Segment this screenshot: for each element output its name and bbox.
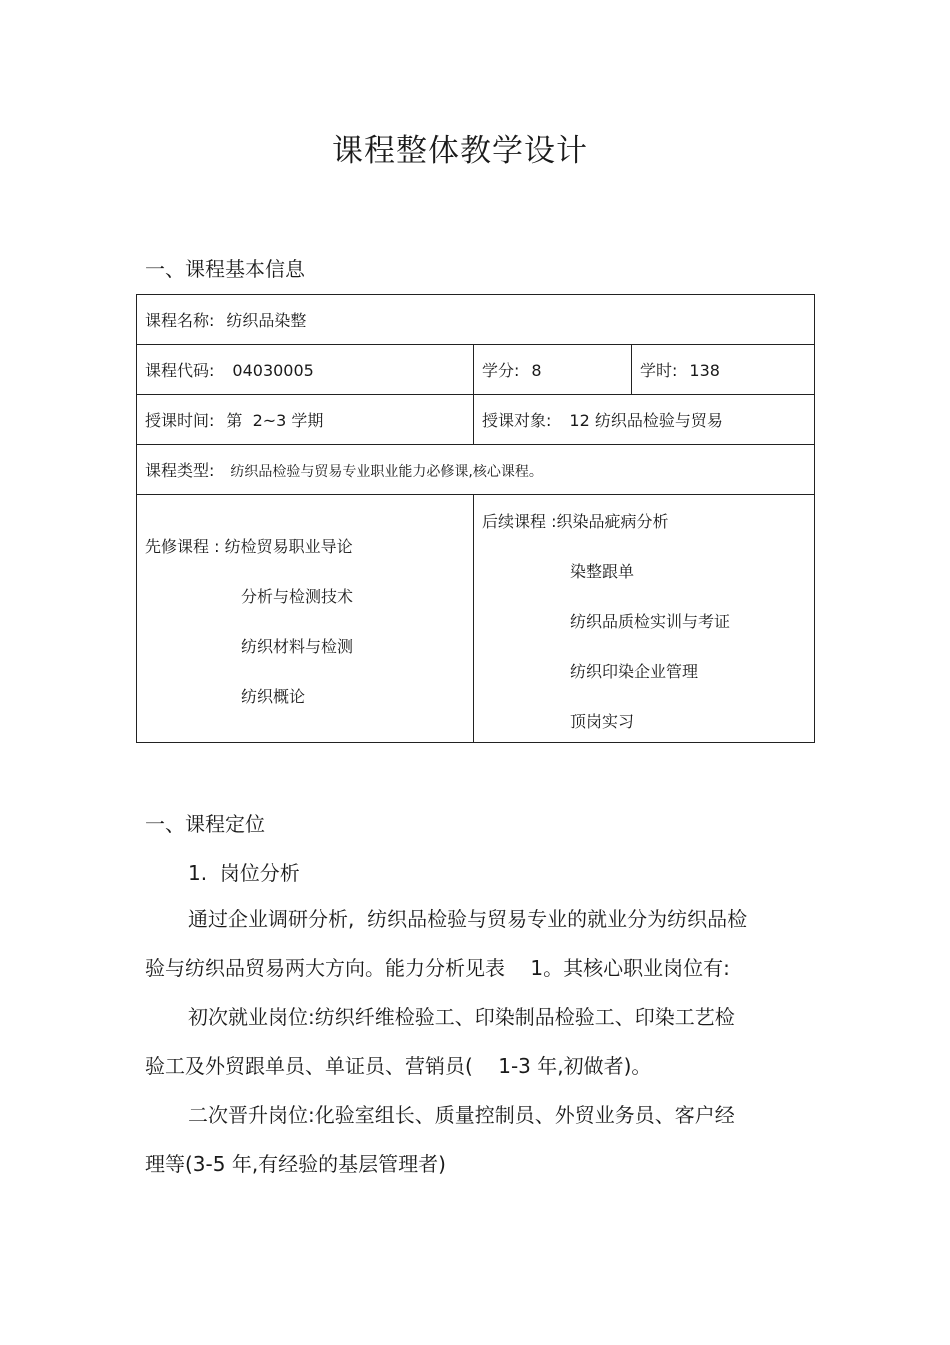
term-cell [137,395,474,445]
paragraph-line: 验工及外贸跟单员、单证员、营销员( 1-3 年,初做者)。 [145,1054,652,1078]
section-heading-course-positioning: 一、课程定位 [145,812,265,836]
list-item: 顶岗实习 [570,712,635,731]
paragraph-line: 验与纺织品贸易两大方向。能力分析见表 1。其核心职业岗位有: [145,956,730,980]
paragraph-line: 通过企业调研分析, 纺织品检验与贸易专业的就业分为纺织品检 [188,907,748,931]
prerequisite-list [145,522,473,722]
term-value: 第 2~3 学期 [226,411,324,430]
credit-value: 8 [531,361,542,380]
prerequisite-label: 先修课程 : [145,537,220,556]
course-type-value: 纺织品检验与贸易专业职业能力必修课,核心课程。 [230,464,543,480]
course-name-label: 课程名称: [145,311,215,330]
list-item: 分析与检测技术 [241,587,354,606]
course-name-value: 纺织品染整 [226,311,307,330]
credit-cell [474,345,632,395]
paragraph-job-analysis [145,895,785,1189]
target-value: 12 纺织品检验与贸易 [569,411,723,430]
term-label: 授课时间: [145,411,215,430]
hours-cell [632,345,815,395]
course-info-table [136,294,815,743]
course-code-value: 04030005 [232,361,314,380]
list-item: 纺织品质检实训与考证 [570,612,731,631]
prerequisite-cell [137,495,474,743]
prerequisite-course: 纺检贸易职业导论 [224,537,353,556]
credit-label: 学分: [482,361,520,380]
table-row [137,445,815,495]
list-item [482,497,814,547]
table-row [137,345,815,395]
list-item: 纺织印染企业管理 [570,662,699,681]
list-item [145,522,473,572]
target-label: 授课对象: [482,411,552,430]
table-row [137,295,815,345]
subsection-heading-job-analysis: 1. 岗位分析 [188,861,300,885]
course-type-label: 课程类型: [145,461,215,480]
course-type-cell [137,445,815,495]
course-name-cell [137,295,815,345]
list-item: 纺织概论 [241,687,306,706]
list-item: 染整跟单 [570,562,635,581]
section-heading-basic-info: 一、课程基本信息 [145,257,305,281]
followup-list [482,497,814,747]
followup-cell [474,495,815,743]
hours-label: 学时: [640,361,678,380]
hours-value: 138 [689,361,720,380]
course-code-label: 课程代码: [145,361,215,380]
paragraph-line: 二次晋升岗位:化验室组长、质量控制员、外贸业务员、客户经 [188,1103,735,1127]
course-code-cell [137,345,474,395]
page-title: 课程整体教学设计 [332,133,588,169]
paragraph-line: 理等(3-5 年,有经验的基层管理者) [145,1152,446,1176]
table-row [137,395,815,445]
table-row [137,495,815,743]
followup-course: 织染品疵病分析 [556,512,669,531]
list-item: 纺织材料与检测 [241,637,354,656]
followup-label: 后续课程 : [482,512,557,531]
paragraph-line: 初次就业岗位:纺织纤维检验工、印染制品检验工、印染工艺检 [188,1005,735,1029]
target-cell [474,395,815,445]
